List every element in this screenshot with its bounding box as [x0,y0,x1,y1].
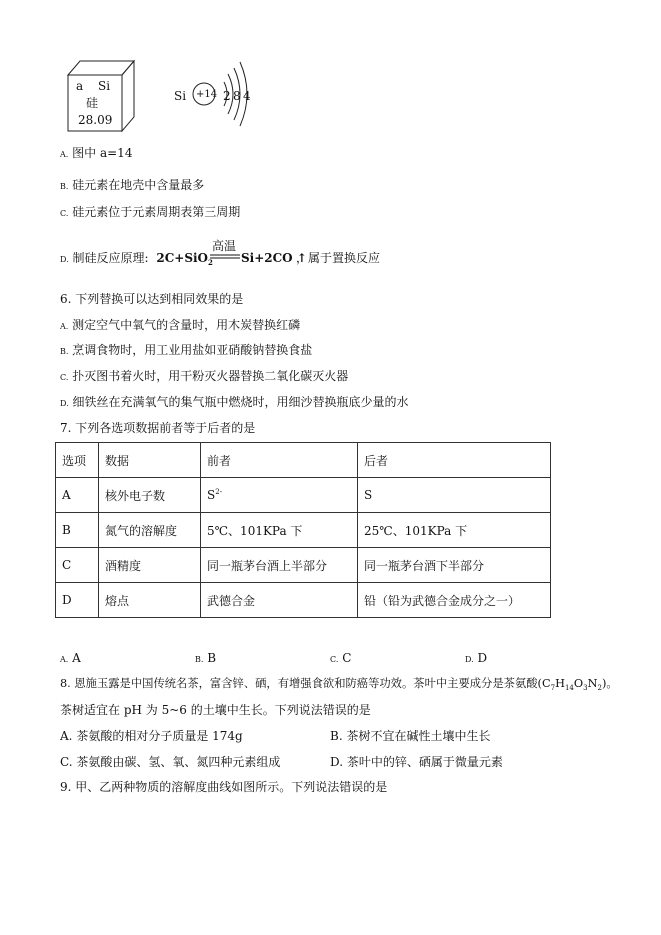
q6-stem: 6. 下列替换可以达到相同效果的是 [60,292,244,306]
q7-stem: 7. 下列各选项数据前者等于后者的是 [60,421,256,435]
table-header-cell: 后者 [358,443,551,478]
table-row [56,513,551,548]
q6-option-d[interactable]: D. 细铁丝在充满氧气的集气瓶中燃烧时，用细沙替换瓶底少量的水 [60,395,409,409]
q6-option-a[interactable]: A. 测定空气中氧气的含量时，用木炭替换红磷 [60,318,301,332]
q5-option-a[interactable]: A. 图中 a=14 [60,146,133,160]
q5-option-d-tail: ，属于置换反应 [296,251,381,265]
table-cell: B [56,513,99,548]
table-cell: 同一瓶茅台酒上半部分 [201,548,358,583]
q9-stem: 9. 甲、乙两种物质的溶解度曲线如图所示。下列说法错误的是 [60,780,388,794]
q6-option-b[interactable]: B. 烹调食物时，用工业用盐如亚硝酸钠替换食盐 [60,343,313,357]
q5-option-b[interactable]: B. 硅元素在地壳中含量最多 [60,178,205,192]
q5-option-c[interactable]: C. 硅元素位于元素周期表第三周期 [60,205,241,219]
table-row [56,548,551,583]
table-cell: S [358,478,551,513]
table-cell: 5℃、101KPa 下 [201,513,358,548]
q7-data-table [55,442,551,618]
table-header-cell: 选项 [56,443,99,478]
equation-products: Si+2CO ↑ [241,251,307,265]
table-cell: C [56,548,99,583]
q8-stem-line2: 茶树适宜在 pH 为 5~6 的土壤中生长。下列说法错误的是 [60,703,371,717]
shell-3-electrons: 4 [243,89,251,103]
q7-choice-b[interactable]: B. B [195,651,217,665]
table-cell: $S^{2-}$ [201,478,358,513]
table-row [56,583,551,618]
table-cell: 核外电子数 [99,478,201,513]
equation-condition: 高温 [212,239,237,253]
table-cell: 25℃、101KPa 下 [358,513,551,548]
equation-reactants: 2C+SiO$_2$ [156,251,213,267]
element-card-symbol: Si [98,79,111,93]
table-cell: 酒精度 [99,548,201,583]
element-card-mass: 28.09 [78,113,113,127]
atom-nucleus-charge: +14 [196,89,218,100]
q8-option-b[interactable]: B. 茶树不宜在碱性土壤中生长 [330,729,491,743]
q6-option-c[interactable]: C. 扑灭图书着火时，用干粉灭火器替换二氧化碳灭火器 [60,369,349,383]
table-header-row [56,443,551,478]
table-cell: 铅（铅为武德合金成分之一） [358,583,551,618]
table-cell: 氮气的溶解度 [99,513,201,548]
element-card-number-label: a [76,79,84,93]
q8-option-a[interactable]: A. 茶氨酸的相对分子质量是 174g [60,729,243,743]
table-header-cell: 前者 [201,443,358,478]
shell-2-electrons: 8 [233,89,241,103]
table-cell: 武德合金 [201,583,358,618]
table-cell: 同一瓶茅台酒下半部分 [358,548,551,583]
q7-choice-c[interactable]: C. C [330,651,352,665]
table-cell: A [56,478,99,513]
table-header-cell: 数据 [99,443,201,478]
element-card-name: 硅 [86,96,99,110]
table-cell: D [56,583,99,618]
q7-choice-a[interactable]: A. A [60,651,81,665]
table-row [56,478,551,513]
q5-option-d[interactable]: D. 制硅反应原理: 2C+SiO$_2$ [60,251,213,267]
q8-option-c[interactable]: C. 茶氨酸由碳、氢、氧、氮四种元素组成 [60,755,281,769]
equation-equals-bar [210,254,240,260]
q8-stem-line1: 8. 恩施玉露是中国传统名茶，富含锌、硒，有增强食欲和防癌等功效。茶叶中主要成分是茶氨酸$(C_7H_{14}O_3N_2)$。 [60,677,618,692]
atom-symbol: Si [174,89,187,103]
q7-choice-d[interactable]: D. D [465,651,488,665]
table-cell: 熔点 [99,583,201,618]
shell-1-electrons: 2 [223,89,231,103]
q8-option-d[interactable]: D. 茶叶中的锌、硒属于微量元素 [330,755,503,769]
